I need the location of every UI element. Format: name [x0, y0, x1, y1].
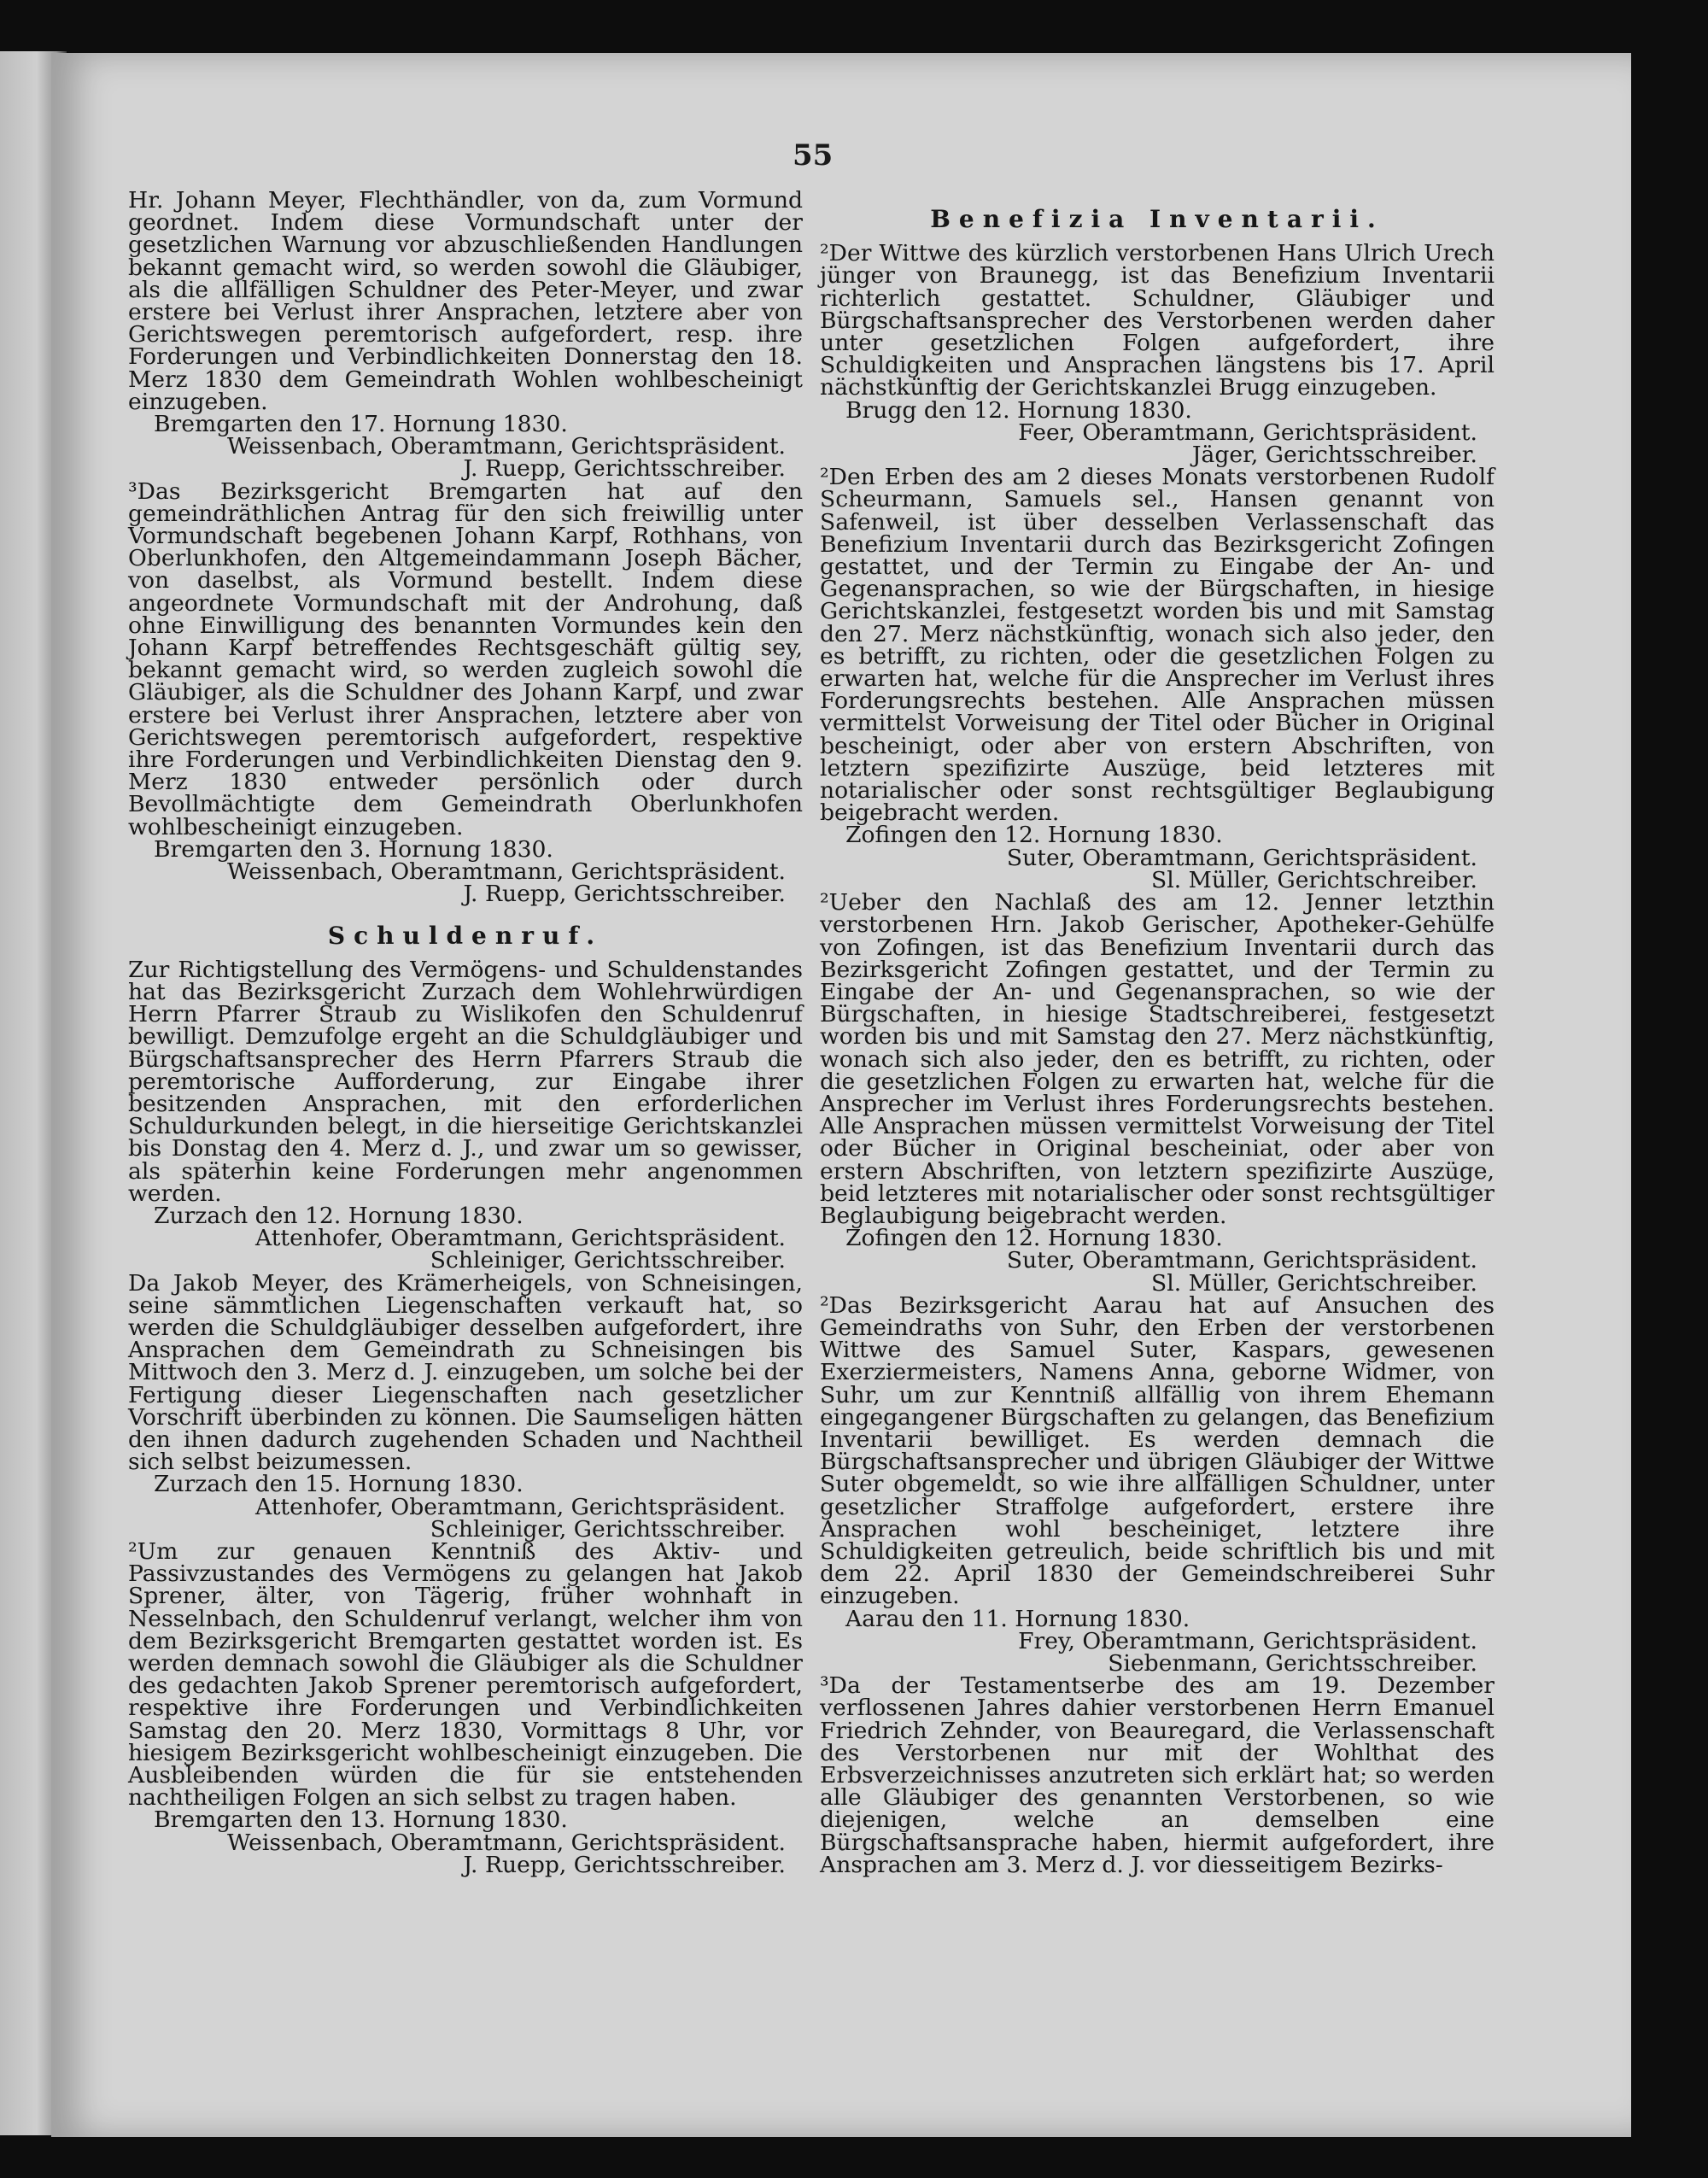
notice-paragraph: Hr. Johann Meyer, Flechthändler, von da, zum Vormund geordnet. Indem diese Vormundschaft unter der gesetzlichen Warnung vor abzuschließenden Handlungen bekannt gemacht wird, so werden sowohl die Gläubiger, als die allfälligen Schuldner des Peter-Meyer, und zwar erstere bei Verlust ihrer Ansprachen, letztere aber von Gerichtswegen peremtorisch aufgefordert, resp. ihre Forderungen und Verbindlichkeiten Donnerstag den 18. Merz 1830 dem Gemeindrath Wohlen wohlbescheinigt einzugeben.	[128, 187, 803, 415]
notice-paragraph: ²Das Bezirksgericht Aarau hat auf Ansuchen des Gemeindraths von Suhr, den Erben der verstorbenen Wittwe des Samuel Suter, Kaspars, gewesenen Exerziermeisters, Namens Anna, geborne Widmer, von Suhr, um zur Kenntniß allfällig von ihrem Ehemann eingegangener Bürgschaften zu gelangen, das Benefizium Inventarii bewilliget. Es werden demnach die Bürgschaftsansprecher und übrigen Gläubiger der Wittwe Suter obgemeldt, so wie ihre allfälligen Schuldner, unter gesetzlicher Straffolge aufgefordert, erstere ihre Ansprachen wohl bescheiniget, letztere ihre Schuldigkeiten getreulich, beide schriftlich bis und mit dem 22. April 1830 der Gemeindschreiberei Suhr einzugeben.	[820, 1291, 1494, 1610]
notice-signature: Weissenbach, Oberamtmann, Gerichtspräsident.	[227, 858, 786, 886]
notice-date-line: Zurzach den 12. Hornung 1830.	[154, 1202, 524, 1229]
notice-paragraph: Da Jakob Meyer, des Krämerheigels, von Schneisingen, seine sämmtlichen Liegenschaften verkauft hat, so werden die Schuldgläubiger desselben aufgefordert, ihre Ansprachen dem Gemeindrath zu Schneisingen bis Mittwoch den 3. Merz d. J. einzugeben, um solche bei der Fertigung dieser Liegenschaften nach gesetzlicher Vorschrift überbinden zu können. Die Saumseligen hätten den ihnen dadurch zugehenden Schaden und Nachtheil sich selbst beizumessen.	[128, 1269, 803, 1476]
notice-paragraph: ²Der Wittwe des kürzlich verstorbenen Hans Ulrich Urech jünger von Braunegg, ist das Benefizium Inventarii richterlich gestattet. Schuldner, Gläubiger und Bürgschaftsansprecher des Verstorbenen werden daher unter gesetzlichen Folgen aufgefordert, ihre Schuldigkeiten und Ansprachen längstens bis 17. April nächstkünftig der Gerichtskanzlei Brugg einzugeben.	[820, 240, 1494, 401]
page-number: 55	[793, 138, 834, 173]
notice-date-line: Zofingen den 12. Hornung 1830.	[845, 822, 1223, 849]
notice-signature: Attenhofer, Oberamtmann, Gerichtspräsident.	[255, 1493, 786, 1520]
section-heading: Schuldenruf.	[327, 921, 604, 950]
notice-paragraph: ²Den Erben des am 2 dieses Monats verstorbenen Rudolf Scheurmann, Samuels sel., Hansen genannt von Safenweil, ist über desselben Verlassenschaft das Benefizium Inventarii durch das Bezirksgericht Zofingen gestattet, und der Termin zu Eingabe der An- und Gegenansprachen, so wie der Bürgschaften, in hiesige Gerichtskanzlei, festgesetzt worden bis und mit Samstag den 27. Merz nächstkünftig, wonach sich also jeder, den es betrifft, zu richten, oder die gesetzlichen Folgen zu erwarten hat, welche für die Ansprecher im Verlust ihres Forderungsrechts bestehen. Alle Ansprachen müssen vermittelst Vorweisung der Titel oder Bücher in Original bescheinigt, oder aber von erstern Abschriften, von letztern spezifizirte Auszüge, beid letzteres mit notarialischer oder sonst rechtsgültiger Beglaubigung beigebracht werden.	[820, 464, 1494, 827]
newspaper-page	[51, 53, 1631, 2137]
notice-date-line: Zofingen den 12. Hornung 1830.	[845, 1225, 1223, 1252]
notice-date-line: Bremgarten den 17. Hornung 1830.	[154, 411, 568, 438]
notice-signature: Feer, Oberamtmann, Gerichtspräsident.	[1018, 419, 1477, 446]
notice-signature: Attenhofer, Oberamtmann, Gerichtspräsident.	[255, 1225, 786, 1252]
notice-signature: J. Ruepp, Gerichtsschreiber.	[463, 1851, 786, 1878]
notice-signature: Sl. Müller, Gerichtschreiber.	[1151, 1269, 1477, 1297]
notice-signature: Sl. Müller, Gerichtschreiber.	[1151, 866, 1477, 893]
notice-paragraph: Zur Richtigstellung des Vermögens- und Schuldenstandes hat das Bezirksgericht Zurzach dem Wohlehrwürdigen Herrn Pfarrer Straub zu Wislikofen den Schuldenruf bewilligt. Demzufolge ergeht an die Schuldgläubiger und Bürgschaftsansprecher des Herrn Pfarrers Straub die peremtorische Aufforderung, zur Eingabe ihrer besitzenden Ansprachen, mit den erforderlichen Schuldurkunden belegt, in die hierseitige Gerichtskanzlei bis Donstag den 4. Merz d. J., und zwar um so gewisser, als späterhin keine Forderungen mehr angenommen werden.	[128, 956, 803, 1207]
notice-date-line: Bremgarten den 3. Hornung 1830.	[154, 835, 553, 863]
notice-signature: J. Ruepp, Gerichtsschreiber.	[463, 455, 786, 483]
notice-signature: Jäger, Gerichtsschreiber.	[1191, 442, 1477, 469]
right-column	[820, 190, 1494, 1876]
notice-paragraph: ³Da der Testamentserbe des am 19. Dezember verflossenen Jahres dahier verstorbenen Herrn Emanuel Friedrich Zehnder, von Beauregard, die Verlassenschaft des Verstorbenen nur mit der Wohlthat des Erbsverzeichnisses anzutreten sich erklärt hat; so werden alle Gläubiger des genannten Verstorbenen, so wie diejenigen, welche an demselben eine Bürgschaftsansprache haben, hiermit aufgefordert, ihre Ansprachen am 3. Merz d. J. vor diesseitigem Bezirks-	[820, 1672, 1494, 1878]
notice-signature: J. Ruepp, Gerichtsschreiber.	[463, 881, 786, 908]
notice-paragraph: ²Ueber den Nachlaß des am 12. Jenner letzthin verstorbenen Hrn. Jakob Gerischer, Apotheker-Gehülfe von Zofingen, ist das Benefizium Inventarii durch das Bezirksgericht Zofingen gestattet, und der Termin zu Eingabe der An- und Gegenansprachen, so wie der Bürgschaften, in hiesige Stadtschreiberei, festgesetzt worden bis und mit Samstag den 27. Merz nächstkünftig, wonach sich also jeder, den es betrifft, zu richten, oder die gesetzlichen Folgen zu erwarten hat, welche für die Ansprecher im Verlust ihres Forderungsrechts bestehen. Alle Ansprachen müssen vermittelst Vorweisung der Titel oder Bücher in Original bescheiniat, oder aber von erstern Abschriften, von letztern spezifizirte Auszüge, beid letzteres mit notarialischer oder sonst rechtsgültiger Beglaubigung beigebracht werden.	[820, 889, 1494, 1229]
notice-signature: Schleiniger, Gerichtsschreiber.	[430, 1247, 786, 1274]
notice-paragraph: ²Um zur genauen Kenntniß des Aktiv- und Passivzustandes des Vermögens zu gelangen hat Jakob Sprener, älter, von Tägerig, früher wohnhaft in Nesselnbach, den Schuldenruf verlangt, welcher ihm von dem Bezirksgericht Bremgarten gestattet worden ist. Es werden demnach sowohl die Gläubiger als die Schuldner des gedachten Jakob Sprener peremtorisch aufgefordert, respektive ihre Forderungen und Verbindlichkeiten Samstag den 20. Merz 1830, Vormittags 8 Uhr, vor hiesigem Bezirksgericht wohlbescheinigt einzugeben. Die Ausbleibenden würden die für sie entstehenden nachtheiligen Folgen an sich selbst zu tragen haben.	[128, 1537, 803, 1812]
notice-signature: Weissenbach, Oberamtmann, Gerichtspräsident.	[227, 433, 786, 460]
left-column	[128, 187, 803, 1878]
notice-signature: Weissenbach, Oberamtmann, Gerichtspräsident.	[227, 1829, 786, 1856]
notice-signature: Frey, Oberamtmann, Gerichtspräsident.	[1018, 1627, 1477, 1654]
notice-date-line: Zurzach den 15. Hornung 1830.	[154, 1471, 524, 1498]
notice-signature: Schleiniger, Gerichtsschreiber.	[430, 1515, 786, 1543]
notice-paragraph: ³Das Bezirksgericht Bremgarten hat auf den gemeindräthlichen Antrag für den sich freiwillig unter Vormundschaft begebenen Johann Karpf, Rothhans, von Oberlunkhofen, den Altgemeindammann Joseph Bächer, von daselbst, als Vormund bestellt. Indem diese angeordnete Vormundschaft mit der Androhung, daß ohne Einwilligung des benannten Vormundes kein den Johann Karpf betreffendes Rechtsgeschäft gültig sey, bekannt gemacht wird, so werden zugleich sowohl die Gläubiger, als die Schuldner des Johann Karpf, und zwar erstere bei Verlust ihrer Ansprachen, letztere aber von Gerichtswegen peremtorisch aufgefordert, respektive ihre Forderungen und Verbindlichkeiten Dienstag den 9. Merz 1830 entweder persönlich oder durch Bevollmächtigte dem Gemeindrath Oberlunkhofen wohlbescheinigt einzugeben.	[128, 477, 803, 840]
notice-signature: Suter, Oberamtmann, Gerichtspräsident.	[1006, 1247, 1477, 1274]
notice-date-line: Bremgarten den 13. Hornung 1830.	[154, 1806, 568, 1834]
notice-date-line: Brugg den 12. Hornung 1830.	[845, 396, 1192, 424]
section-heading: Benefizia Inventarii.	[930, 205, 1384, 233]
notice-signature: Suter, Oberamtmann, Gerichtspräsident.	[1006, 844, 1477, 871]
notice-date-line: Aarau den 11. Hornung 1830.	[845, 1605, 1190, 1632]
notice-signature: Siebenmann, Gerichtsschreiber.	[1108, 1650, 1477, 1677]
